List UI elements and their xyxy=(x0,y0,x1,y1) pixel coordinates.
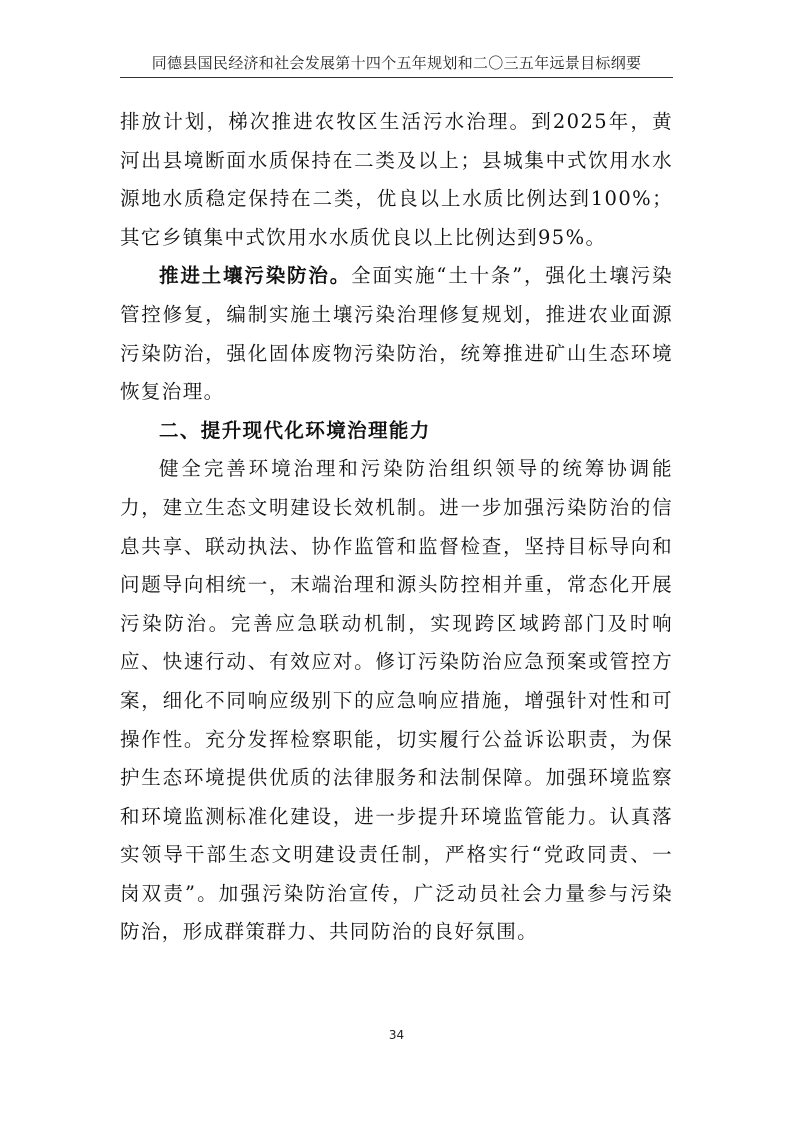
paragraph-soil-pollution xyxy=(120,257,673,411)
paragraph-text-soil: 全面实施“土十条”，强化土壤污染管控修复，编制实施土壤污染治理修复规划，推进农业面源污染防治，强化固体废物污染防治，统筹推进矿山生态环境恢复治理。 xyxy=(120,264,673,404)
running-header: 同德县国民经济和社会发展第十四个五年规划和二〇三五年远景目标纲要 xyxy=(151,54,642,72)
paragraph-governance: 健全完善环境治理和污染防治组织领导的统筹协调能力，建立生态文明建设长效机制。进一步加强污染防治的信息共享、联动执法、协作监管和监督检查，坚持目标导向和问题导向相统一，末端治理和源头防控相并重，常态化开展污染防治。完善应急联动机制，实现跨区域跨部门及时响应、快速行动、有效应对。修订污染防治应急预案或管控方案，细化不同响应级别下的应急响应措施，增强针对性和可操作性。充分发挥检察职能，切实履行公益诉讼职责，为保护生态环境提供优质的法律服务和法制保障。加强环境监察和环境监测标准化建设，进一步提升环境监管能力。认真落实领导干部生态文明建设责任制，严格实行“党政同责、一岗双责”。加强污染防治宣传，广泛动员社会力量参与污染防治，形成群策群力、共同防治的良好氛围。 xyxy=(120,457,673,944)
page-number: 34 xyxy=(388,1028,405,1042)
paragraph-lead-soil: 推进土壤污染防治。 xyxy=(159,264,352,288)
header-divider xyxy=(120,77,673,78)
document-body xyxy=(120,103,673,952)
section-heading: 二、提升现代化环境治理能力 xyxy=(159,418,431,442)
paragraph-water-pollution: 排放计划，梯次推进农牧区生活污水治理。到2025年，黄河出县境断面水质保持在二类及以上；县城集中式饮用水水源地水质稳定保持在二类，优良以上水质比例达到100%；其它乡镇集中式饮用水水质优良以上比例达到95%。 xyxy=(120,110,673,249)
